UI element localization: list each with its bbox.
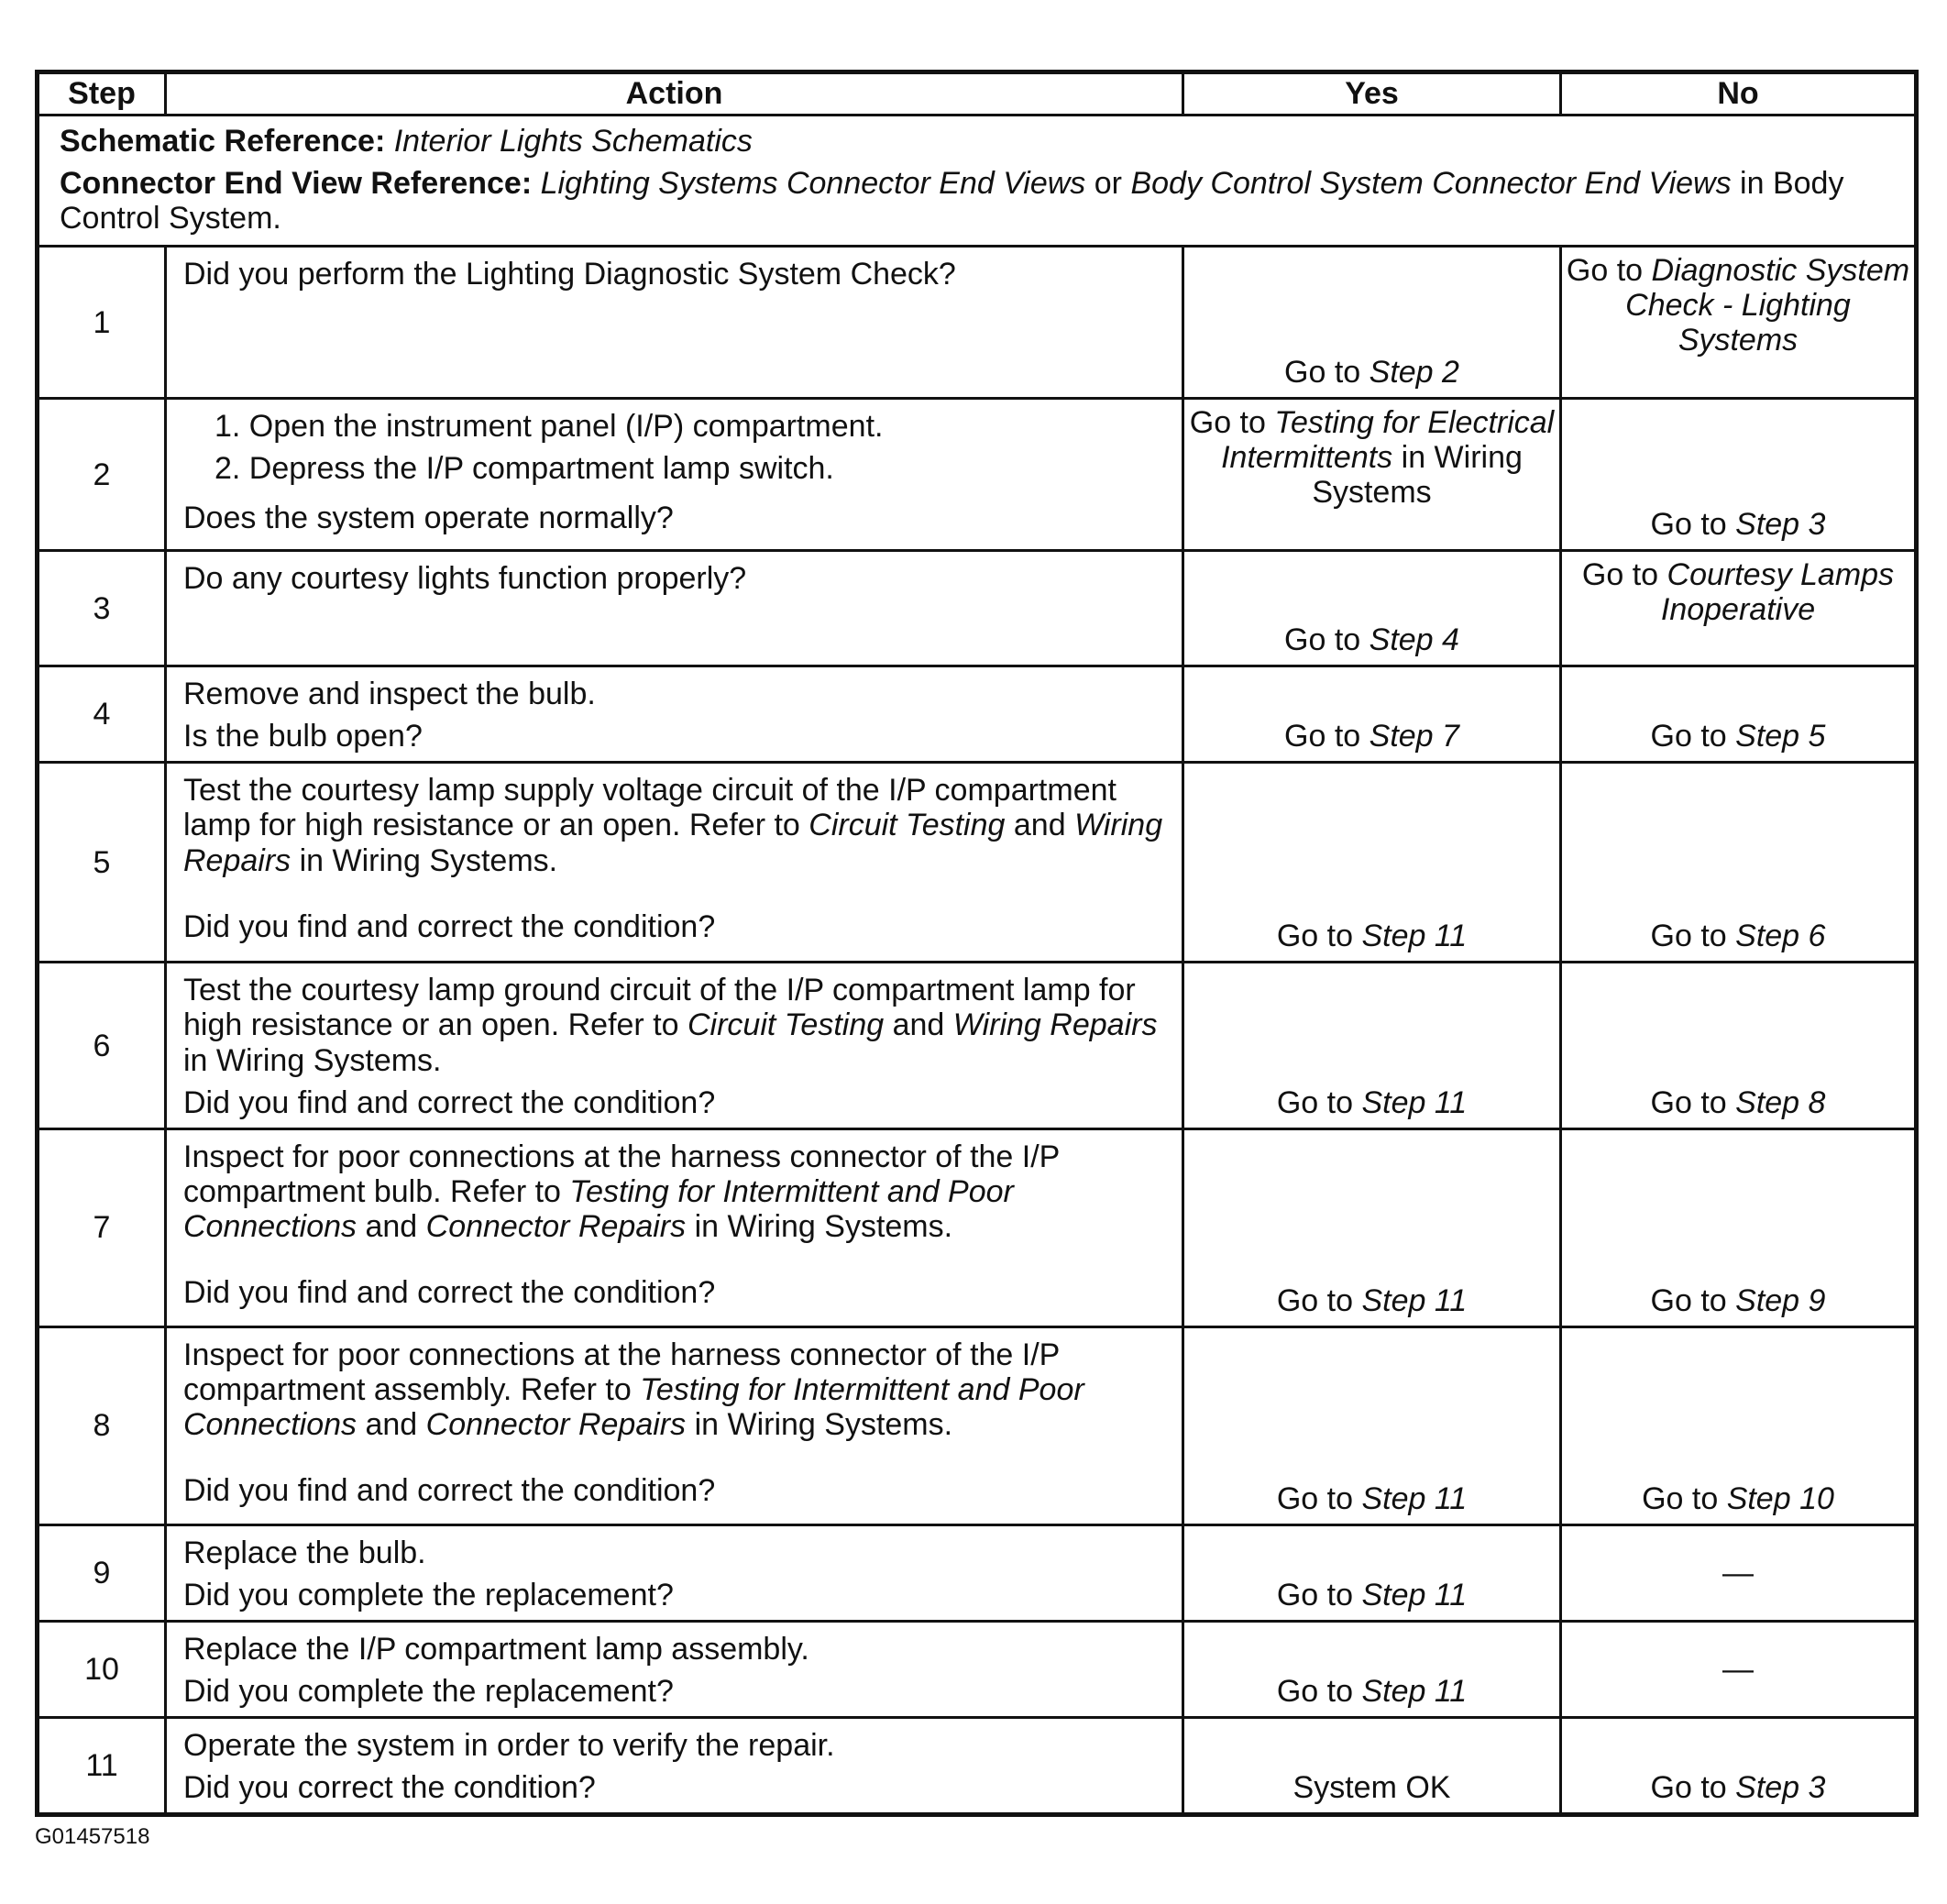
outcome-text: Go to (1650, 1770, 1736, 1806)
action-question: Did you complete the replacement? (183, 1577, 674, 1612)
diagnostic-table (35, 70, 1919, 1817)
action-cell (166, 963, 1183, 1128)
no-cell (1561, 1524, 1917, 1621)
spacer (183, 493, 1169, 501)
action-question: Did you find and correct the condition? (183, 1274, 716, 1310)
spacer (183, 878, 1169, 909)
no-cell (1561, 1128, 1917, 1326)
schematic-reference (60, 124, 1894, 159)
action-text (183, 1337, 1169, 1442)
step-row (38, 1718, 1917, 1815)
action-text-part: Replace the bulb. (183, 1535, 426, 1570)
action-text (183, 973, 1169, 1077)
yes-cell (1183, 1621, 1561, 1717)
outcome-text: Go to (1650, 1282, 1736, 1318)
outcome-text: in Wiring Systems (1312, 440, 1523, 511)
outcome-text: Go to (1276, 1282, 1362, 1318)
goto-link[interactable]: Step 7 (1369, 719, 1459, 754)
action-text-part: and (357, 1208, 426, 1244)
action-text-part: Inspect for poor connections at the harness connector of the I/P compartment assembly. Refer to (183, 1337, 1060, 1407)
goto-link[interactable]: Courtesy Lamps Inoperative (1660, 557, 1895, 628)
outcome-text: Go to (1581, 557, 1667, 593)
step-row (38, 666, 1917, 763)
outcome-text: Go to (1189, 405, 1275, 441)
reference-link[interactable]: Connector Repairs (425, 1208, 687, 1244)
action-cell (166, 247, 1183, 399)
outcome-text: Go to (1650, 507, 1736, 543)
spacer (183, 1244, 1169, 1275)
action-cell (166, 551, 1183, 666)
yes-cell (1183, 1524, 1561, 1621)
outcome-text: Go to (1284, 719, 1370, 754)
action-text-part: in Wiring Systems. (686, 1208, 953, 1244)
step-row (38, 963, 1917, 1128)
action-cell (166, 1128, 1183, 1326)
action-text-part: and (1005, 808, 1075, 843)
reference-link[interactable]: Testing for Intermittent and Poor Connections (183, 1371, 1084, 1442)
goto-link[interactable]: Diagnostic System Check - Lighting Systems (1625, 253, 1910, 358)
yes-cell (1183, 666, 1561, 763)
yes-cell (1183, 399, 1561, 551)
yes-cell (1183, 1718, 1561, 1815)
action-list-item: 2. Depress the I/P compartment lamp switch. (214, 451, 834, 487)
outcome-text: Go to (1276, 919, 1362, 954)
no-cell (1561, 963, 1917, 1128)
reference-cell (38, 116, 1917, 247)
header-no: No (1561, 72, 1917, 116)
action-text-part: in Wiring Systems. (291, 842, 558, 878)
action-text (183, 1632, 1169, 1667)
step-number: 6 (38, 963, 166, 1128)
no-cell (1561, 247, 1917, 399)
action-cell (166, 763, 1183, 963)
no-cell (1561, 666, 1917, 763)
figure-code: G01457518 (35, 1824, 150, 1849)
reference-link[interactable]: Testing for Intermittent and Poor Connections (183, 1173, 1014, 1244)
goto-link[interactable]: Step 11 (1361, 1577, 1468, 1612)
goto-link[interactable]: Step 5 (1735, 719, 1826, 754)
steps-body (38, 247, 1917, 1815)
action-text-part: Remove and inspect the bulb. (183, 677, 596, 712)
goto-link[interactable]: Step 10 (1726, 1480, 1834, 1516)
outcome-text: Go to (1566, 253, 1652, 289)
action-text (183, 677, 1169, 711)
action-question: Did you correct the condition? (183, 1770, 596, 1806)
action-text (183, 561, 1169, 596)
yes-cell (1183, 1326, 1561, 1524)
action-cell (166, 666, 1183, 763)
step-number: 5 (38, 763, 166, 963)
header-yes: Yes (1183, 72, 1561, 116)
spacer (183, 1442, 1169, 1473)
spacer (183, 711, 1169, 719)
action-text-part: and (357, 1406, 426, 1442)
yes-cell (1183, 1128, 1561, 1326)
outcome-text: Go to (1276, 1480, 1362, 1516)
spacer (183, 1763, 1169, 1770)
action-text-part: Did you perform the Lighting Diagnostic System Check? (183, 257, 956, 292)
action-text (183, 1535, 1169, 1570)
no-cell (1561, 763, 1917, 963)
goto-link[interactable]: Step 11 (1361, 1480, 1468, 1516)
step-row (38, 1621, 1917, 1717)
goto-link[interactable]: Step 8 (1735, 1084, 1826, 1120)
step-row (38, 247, 1917, 399)
connector-link-2[interactable]: Body Control System Connector End Views (1130, 166, 1732, 202)
action-question: Does the system operate normally? (183, 501, 674, 536)
outcome-text: Go to (1276, 1577, 1362, 1612)
outcome-text: System OK (1292, 1770, 1451, 1806)
action-text-part: Do any courtesy lights function properly? (183, 561, 747, 597)
reference-link[interactable]: Circuit Testing (808, 808, 1006, 843)
action-cell (166, 1621, 1183, 1717)
step-row (38, 399, 1917, 551)
no-cell (1561, 399, 1917, 551)
action-text-part: and (884, 1007, 953, 1043)
connector-link-1[interactable]: Lighting Systems Connector End Views (540, 166, 1086, 202)
outcome-text: — (1722, 1651, 1754, 1687)
spacer (183, 1570, 1169, 1578)
action-text-part: in Wiring Systems. (183, 1042, 442, 1078)
no-cell (1561, 1621, 1917, 1717)
goto-link[interactable]: Step 11 (1361, 1282, 1468, 1318)
goto-link[interactable]: Step 11 (1361, 1084, 1468, 1120)
outcome-text: Go to (1650, 1084, 1736, 1120)
outcome-text: Go to (1284, 622, 1370, 658)
schematic-label: Schematic Reference: (60, 124, 386, 159)
action-cell (166, 1718, 1183, 1815)
reference-link[interactable]: Wiring Repairs (183, 808, 1163, 878)
goto-link[interactable]: Step 6 (1735, 919, 1826, 954)
schematic-link[interactable]: Interior Lights Schematics (393, 124, 753, 159)
header-step: Step (38, 72, 166, 116)
outcome-text: Go to (1284, 355, 1370, 391)
action-text (183, 1728, 1169, 1763)
action-question: Did you find and correct the condition? (183, 908, 716, 944)
action-text-part: Operate the system in order to verify the repair. (183, 1728, 835, 1764)
yes-cell (1183, 763, 1561, 963)
step-number: 1 (38, 247, 166, 399)
goto-link[interactable]: Step 11 (1361, 919, 1468, 954)
reference-link[interactable]: Connector Repairs (425, 1406, 687, 1442)
goto-link[interactable]: Step 3 (1735, 1770, 1826, 1806)
goto-link[interactable]: Step 11 (1361, 1673, 1468, 1709)
action-list-item: 1. Open the instrument panel (I/P) compartment. (214, 409, 884, 445)
connector-reference (60, 166, 1894, 236)
action-text-part: Test the courtesy lamp ground circuit of the I/P compartment lamp for high resistance or an open. Refer to (183, 973, 1136, 1043)
action-text (183, 773, 1169, 877)
outcome-text: — (1722, 1555, 1754, 1590)
action-text-part: Test the courtesy lamp supply voltage circuit of the I/P compartment lamp for high resistance or an open. Refer to (183, 773, 1116, 843)
outcome-text: Go to (1650, 719, 1736, 754)
step-row (38, 1524, 1917, 1621)
action-cell (166, 1524, 1183, 1621)
connector-or: or (1094, 166, 1122, 202)
outcome-text: Go to (1276, 1673, 1362, 1709)
action-text (183, 1139, 1169, 1244)
action-question: Is the bulb open? (183, 719, 423, 754)
action-question: Did you find and correct the condition? (183, 1084, 716, 1120)
goto-link[interactable]: Step 4 (1369, 622, 1459, 658)
header-action: Action (166, 72, 1183, 116)
step-number: 11 (38, 1718, 166, 1815)
action-text-part: Replace the I/P compartment lamp assembly. (183, 1631, 809, 1667)
action-question: Did you complete the replacement? (183, 1673, 674, 1709)
action-text-part: Inspect for poor connections at the harness connector of the I/P compartment bulb. Refer to (183, 1139, 1060, 1209)
yes-cell (1183, 963, 1561, 1128)
step-number: 8 (38, 1326, 166, 1524)
no-cell (1561, 551, 1917, 666)
step-row (38, 763, 1917, 963)
connector-label: Connector End View Reference: (60, 166, 533, 202)
step-number: 4 (38, 666, 166, 763)
no-cell (1561, 1718, 1917, 1815)
yes-cell (1183, 551, 1561, 666)
step-row (38, 1326, 1917, 1524)
action-text (183, 257, 1169, 292)
reference-link[interactable]: Circuit Testing (688, 1007, 885, 1043)
no-cell (1561, 1326, 1917, 1524)
step-number: 3 (38, 551, 166, 666)
step-number: 7 (38, 1128, 166, 1326)
step-row (38, 1128, 1917, 1326)
outcome-text: Go to (1650, 919, 1736, 954)
outcome-text: Go to (1276, 1084, 1362, 1120)
spacer (183, 1667, 1169, 1674)
outcome-text: Go to (1642, 1480, 1727, 1516)
step-row (38, 551, 1917, 666)
action-text-part: in Wiring Systems. (686, 1406, 953, 1442)
spacer (183, 1078, 1169, 1085)
reference-link[interactable]: Wiring Repairs (952, 1007, 1158, 1043)
header-row (38, 72, 1917, 116)
goto-link[interactable]: Step 3 (1735, 507, 1826, 543)
yes-cell (1183, 247, 1561, 399)
action-cell (166, 1326, 1183, 1524)
step-number: 9 (38, 1524, 166, 1621)
goto-link[interactable]: Testing for Electrical Intermittents (1221, 405, 1555, 476)
goto-link[interactable]: Step 2 (1369, 355, 1459, 391)
action-cell (166, 399, 1183, 551)
reference-row (38, 116, 1917, 247)
action-question: Did you find and correct the condition? (183, 1472, 716, 1508)
goto-link[interactable]: Step 9 (1735, 1282, 1826, 1318)
connector-tail: in Body Control System. (60, 166, 1844, 237)
step-number: 2 (38, 399, 166, 551)
step-number: 10 (38, 1621, 166, 1717)
